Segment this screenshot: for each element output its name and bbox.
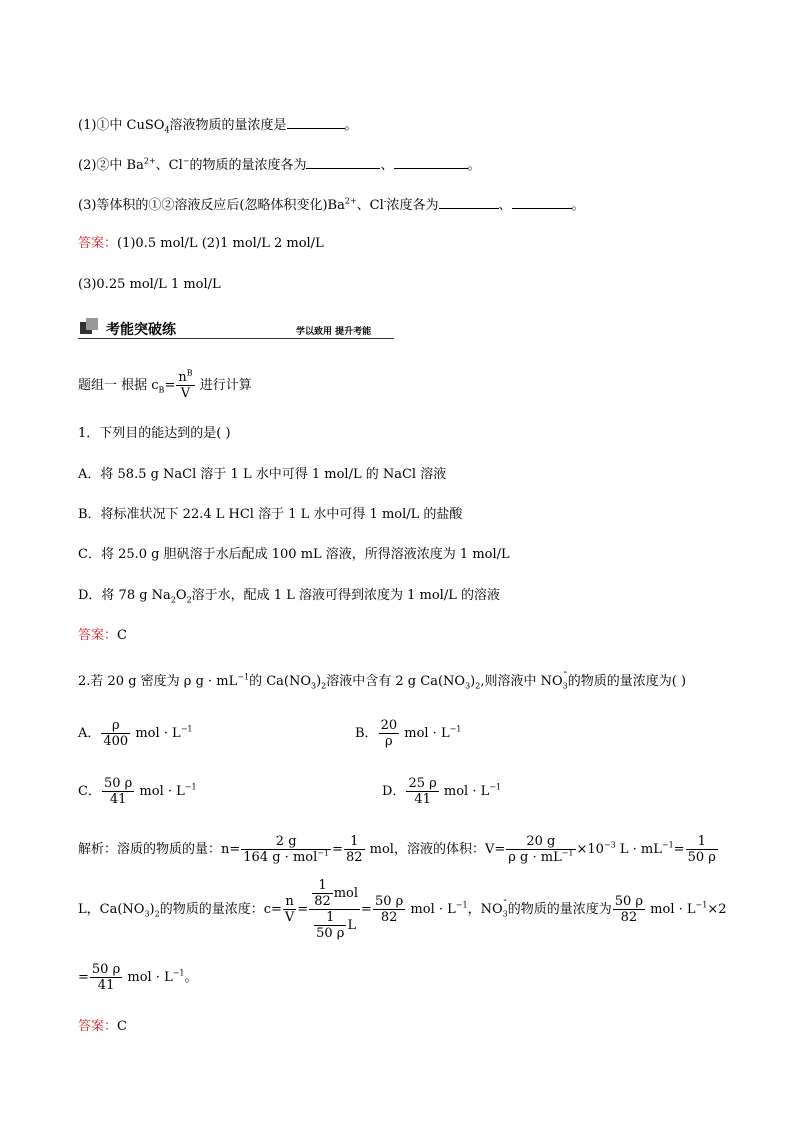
q-top-part2: (2)②中 $Ba^{2+}$、Cl−的物质的量浓度各为 、 。 [78,156,481,173]
answer-blank[interactable] [439,196,499,209]
q2-option-b[interactable]: B． $\frac{20}{\rho}$ mol · $L^{-1}$ [355,718,462,749]
q1-stem: 1．下列目的能达到的是( ) [78,426,231,441]
q2-answer: 答案：C [78,1019,127,1034]
answer-blank[interactable] [512,196,572,209]
answer-blank[interactable] [306,156,380,169]
q2-explanation-line2: L，$Ca(NO_3)_2$的物质的量浓度：c= $\frac{n}{V}$ = $\frac{1}{82}$ mol $\frac{1}{50 \rho}$ L = $\frac{50 \rho}{82}$ mol · $L^{-1}$，NO- $_3$的物质的量浓度为 $\frac{50 \rho}{82}$ mol · $L^{-1}\times 2$ [78,878,727,941]
q1-answer: 答案：C [78,628,127,643]
q2-option-a[interactable]: A． $\frac{\rho}{400}$ mol · $L^{-1}$ [78,718,193,749]
section-divider [78,338,394,339]
q1-option-a[interactable]: A．将 58.5 g NaCl 溶于 1 L 水中可得 1 mol/L 的 NaCl 溶液 [78,467,447,482]
answer-blank[interactable] [287,116,345,129]
q2-stem: 2.若 20 g 密度为 ρ $g \cdot mL^{-1}$的 $Ca(NO_3)_2$溶液中含有 2 g $Ca(NO_3)_2$,则溶液中 NO- $_3$的物质的量浓度为( ) [78,674,686,690]
q-top-answer-1: 答案：(1)0.5 mol/L (2)1 mol/L 2 mol/L [78,236,324,251]
q1-option-b[interactable]: B．将标准状况下 22.4 L HCl 溶于 1 L 水中可得 1 mol/L 的盐酸 [78,507,463,522]
q2-option-d[interactable]: D． $\frac{25 \rho}{41}$ mol · $L^{-1}$ [382,776,502,807]
q2-explanation-line3: = $\frac{50 \rho}{41}$ mol · $L^{-1}$。 [78,962,198,993]
q1-option-c[interactable]: C．将 25.0 g 胆矾溶于水后配成 100 mL 溶液，所得溶液浓度为 1 mol/L [78,547,510,562]
section-subtitle: 学以致用 提升考能 [296,327,372,337]
q-top-answer-2: (3)0.25 mol/L 1 mol/L [78,277,221,292]
q2-explanation-line1: 解析：溶质的物质的量：n= $\frac{2 g}{164 g \cdot mol^{-1}}$ = $\frac{1}{82}$ mol，溶液的体积：V= $\frac{20 g}{\rho g \cdot mL^{-1}}$ $\times 10^{-3}$ $L \cdot mL^{-1}=$ $\frac{1}{50 \rho}$ [78,834,716,865]
group-heading: 题组一 根据 $c_B=$ $\frac{n^B}{V}$ 进行计算 [78,368,252,401]
section-title: 考能突破练 [106,322,176,338]
q2-option-c[interactable]: C． $\frac{50 \rho}{41}$ mol · $L^{-1}$ [78,776,197,807]
q1-option-d[interactable]: D．将 78 g $Na_2O_2$溶于水，配成 1 L 溶液可得到浓度为 1 mol/L 的溶液 [78,588,500,605]
section-square-icon [80,318,98,336]
answer-blank[interactable] [394,156,468,169]
compound-fraction: $\frac{1}{82}$ mol $\frac{1}{50 \rho}$ L [309,878,360,941]
formula-fraction: $\frac{n^B}{V}$ [178,368,193,401]
q-top-part3: (3)等体积的①②溶液反应后(忽略体积变化)$Ba^{2+}$、Cl-浓度各为 、 。 [78,196,585,213]
q-top-part1: (1)①中 CuSO$_4$溶液物质的量浓度是 。 [78,118,358,135]
